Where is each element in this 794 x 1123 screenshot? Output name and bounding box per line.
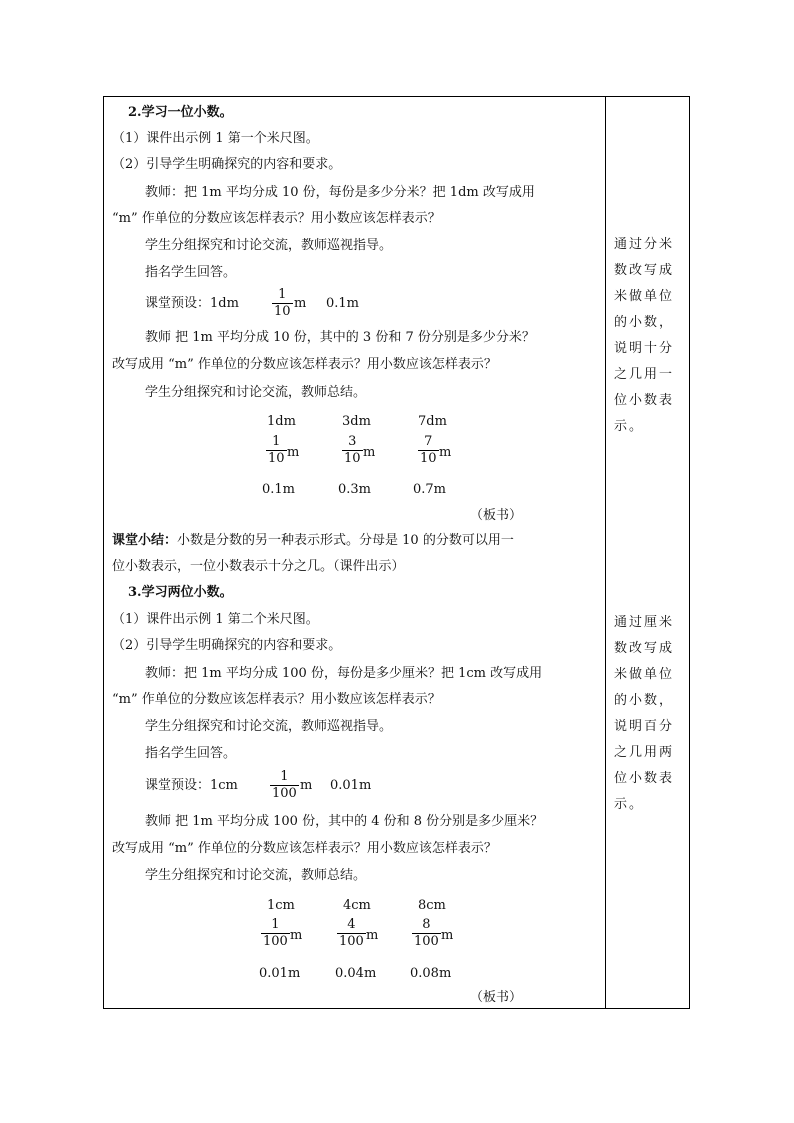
board-dm-2: 3dm	[342, 414, 371, 429]
board-unit-6: m	[441, 928, 454, 943]
board-fraction-1	[266, 434, 287, 467]
section3-teacher-q2-line1: 教师 把 1m 平均分成 100 份，其中的 4 份和 8 份分别是多少厘米？	[145, 814, 544, 829]
section2-preset-decimal: 0.1m	[326, 296, 360, 311]
board-unit-5: m	[366, 928, 379, 943]
section2-answer: 指名学生回答。	[145, 265, 237, 280]
board-decimal-5: 0.04m	[335, 966, 377, 981]
section3-step2: （2）引导学生明确探究的内容和要求。	[112, 638, 342, 653]
board-fraction-4	[261, 917, 290, 950]
section2-step2: （2）引导学生明确探究的内容和要求。	[112, 157, 342, 172]
board-decimal-4: 0.01m	[259, 966, 301, 981]
section2-teacher-q2-line1: 教师 把 1m 平均分成 10 份，其中的 3 份和 7 份分别是多少分米？	[145, 330, 535, 345]
section2-note: 通过分米数改写成米做单位的小数，说明十分之几用一位小数表示。	[614, 237, 675, 434]
board-unit-2: m	[363, 445, 376, 460]
section2-board-label: （板书）	[470, 508, 523, 523]
board-cm-3: 8cm	[418, 898, 446, 913]
section3-title: 3.学习两位小数。	[128, 585, 233, 600]
section3-preset-unit: m	[300, 778, 313, 793]
fraction-denominator: 10	[268, 451, 285, 466]
section2-preset-unit: m	[294, 296, 307, 311]
fraction-numerator: 4	[347, 917, 356, 932]
section3-note: 通过厘米数改写成米做单位的小数，说明百分之几用两位小数表示。	[614, 615, 675, 812]
section3-teacher-q2-line2: 改写成用 “m” 作单位的分数应该怎样表示？用小数应该怎样表示？	[112, 841, 497, 856]
fraction-numerator: 1	[280, 769, 289, 784]
fraction-denominator: 10	[274, 304, 291, 319]
board-unit-1: m	[287, 445, 300, 460]
section3-teacher-q1-line1: 教师：把 1m 平均分成 100 份，每份是多少厘米？把 1cm 改写成用	[145, 666, 543, 681]
section2-summary-work: 学生分组探究和讨论交流，教师总结。	[145, 385, 367, 400]
section2-preset-label: 课堂预设：1dm	[145, 296, 239, 311]
section2-teacher-q1-line1: 教师：把 1m 平均分成 10 份，每份是多少分米？把 1dm 改写成用	[145, 185, 535, 200]
section3-group-work: 学生分组探究和讨论交流，教师巡视指导。	[145, 719, 393, 734]
section3-preset-fraction	[270, 769, 299, 802]
board-cm-1: 1cm	[267, 898, 295, 913]
fraction-denominator: 100	[263, 934, 288, 949]
board-decimal-6: 0.08m	[410, 966, 452, 981]
board-fraction-6	[412, 917, 441, 950]
fraction-denominator: 100	[272, 786, 297, 801]
board-fraction-2	[342, 434, 363, 467]
board-dm-3: 7dm	[418, 414, 447, 429]
board-cm-2: 4cm	[343, 898, 371, 913]
fraction-denominator: 10	[344, 451, 361, 466]
board-fraction-5	[337, 917, 366, 950]
board-unit-4: m	[290, 928, 303, 943]
fraction-numerator: 8	[422, 917, 431, 932]
fraction-numerator: 7	[424, 434, 433, 449]
column-divider	[605, 96, 606, 1009]
board-decimal-3: 0.7m	[413, 482, 447, 497]
section2-teacher-q1-line2: “m” 作单位的分数应该怎样表示？用小数应该怎样表示？	[112, 211, 441, 226]
board-dm-1: 1dm	[267, 414, 296, 429]
section3-answer: 指名学生回答。	[145, 746, 237, 761]
section2-teacher-q2-line2: 改写成用 “m” 作单位的分数应该怎样表示？用小数应该怎样表示？	[112, 357, 497, 372]
board-fraction-3	[418, 434, 439, 467]
section2-preset-fraction	[272, 287, 293, 320]
summary-label: 课堂小结：	[112, 533, 178, 548]
summary-line1	[112, 532, 514, 550]
section2-group-work: 学生分组探究和讨论交流，教师巡视指导。	[145, 238, 393, 253]
fraction-numerator: 1	[272, 434, 281, 449]
fraction-denominator: 10	[420, 451, 437, 466]
fraction-numerator: 1	[271, 917, 280, 932]
fraction-denominator: 100	[414, 934, 439, 949]
section2-step1: （1）课件出示例 1 第一个米尺图。	[112, 131, 319, 146]
section3-teacher-q1-line2: “m” 作单位的分数应该怎样表示？用小数应该怎样表示？	[112, 692, 441, 707]
section3-summary-work: 学生分组探究和讨论交流，教师总结。	[145, 868, 367, 883]
board-decimal-2: 0.3m	[338, 482, 372, 497]
section3-preset-label: 课堂预设：1cm	[145, 778, 238, 793]
summary-text-1: 小数是分数的另一种表示形式。分母是 10 的分数可以用一	[177, 533, 514, 548]
board-unit-3: m	[439, 445, 452, 460]
section2-title: 2.学习一位小数。	[128, 105, 233, 120]
board-decimal-1: 0.1m	[262, 482, 296, 497]
fraction-denominator: 100	[339, 934, 364, 949]
section3-board-label: （板书）	[470, 990, 523, 1005]
fraction-numerator: 1	[278, 287, 287, 302]
section3-step1: （1）课件出示例 1 第二个米尺图。	[112, 612, 319, 627]
fraction-numerator: 3	[348, 434, 357, 449]
summary-line2: 位小数表示，一位小数表示十分之几。（课件出示）	[112, 559, 405, 574]
section3-preset-decimal: 0.01m	[330, 778, 372, 793]
